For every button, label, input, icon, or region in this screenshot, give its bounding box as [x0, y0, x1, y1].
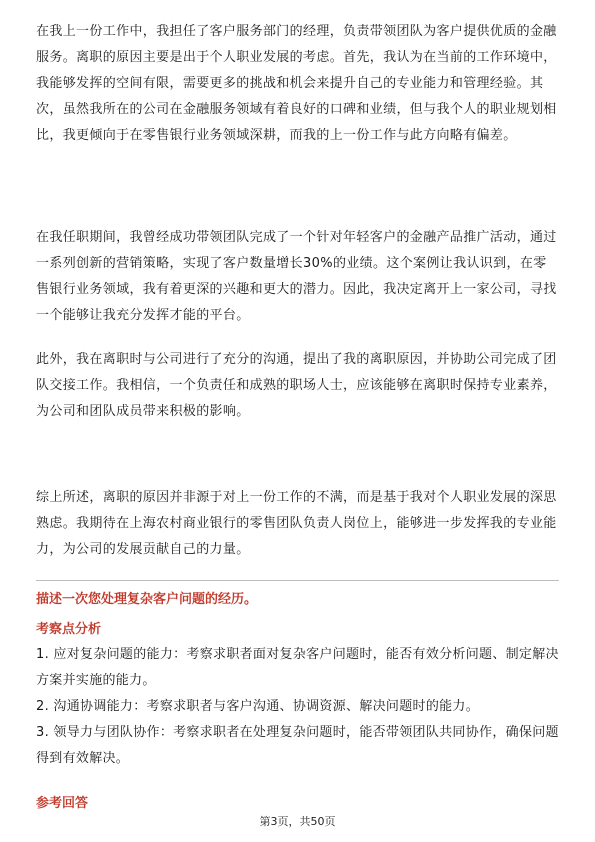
question-title: 描述一次您处理复杂客户问题的经历。: [36, 592, 258, 607]
analysis-point-list: [36, 642, 559, 772]
analysis-point: 2. 沟通协调能力：考察求职者与客户沟通、协调资源、解决问题时的能力。: [36, 699, 480, 714]
paragraph-achievement: 在我任职期间，我曾经成功带领团队完成了一个针对年轻客户的金融产品推广活动，通过一系列创新的营销策略，实现了客户数量增长30%的业绩。这个案例让我认识到，在零售银行业务领域，我有着更深的兴趣和更大的潜力。因此，我决定离开上一家公司，寻找一个能够让我充分发挥才能的平台。: [36, 230, 557, 323]
answer-heading: 参考回答: [36, 796, 89, 811]
section-divider: [36, 580, 559, 581]
analysis-point: 3. 领导力与团队协作：考察求职者在处理复杂问题时，能否带领团队共同协作，确保问题得到有效解决。: [36, 725, 559, 766]
paragraph-handover: 此外，我在离职时与公司进行了充分的沟通，提出了我的离职原因，并协助公司完成了团队交接工作。我相信，一个负责任和成熟的职场人士，应该能够在离职时保持专业素养，为公司和团队成员带来积极的影响。: [36, 352, 557, 419]
paragraph-summary: 综上所述，离职的原因并非源于对上一份工作的不满，而是基于我对个人职业发展的深思熟虑。我期待在上海农村商业银行的零售团队负责人岗位上，能够进一步发挥我的专业能力，为公司的发展贡献自己的力量。: [36, 490, 557, 557]
page-number: 第3页，共50页: [259, 815, 336, 828]
analysis-heading: 考察点分析: [36, 622, 102, 637]
analysis-point: 1. 应对复杂问题的能力：考察求职者面对复杂客户问题时，能否有效分析问题、制定解决方案并实施的能力。: [36, 647, 559, 688]
paragraph-departure-reason: 在我上一份工作中，我担任了客户服务部门的经理，负责带领团队为客户提供优质的金融服务。离职的原因主要是出于个人职业发展的考虑。首先，我认为在当前的工作环境中，我能够发挥的空间有限，需要更多的挑战和机会来提升自己的专业能力和管理经验。其次，虽然我所在的公司在金融服务领域有着良好的口碑和业绩，但与我个人的职业规划相比，我更倾向于在零售银行业务领域深耕，而我的上一份工作与此方向略有偏差。: [36, 24, 557, 143]
